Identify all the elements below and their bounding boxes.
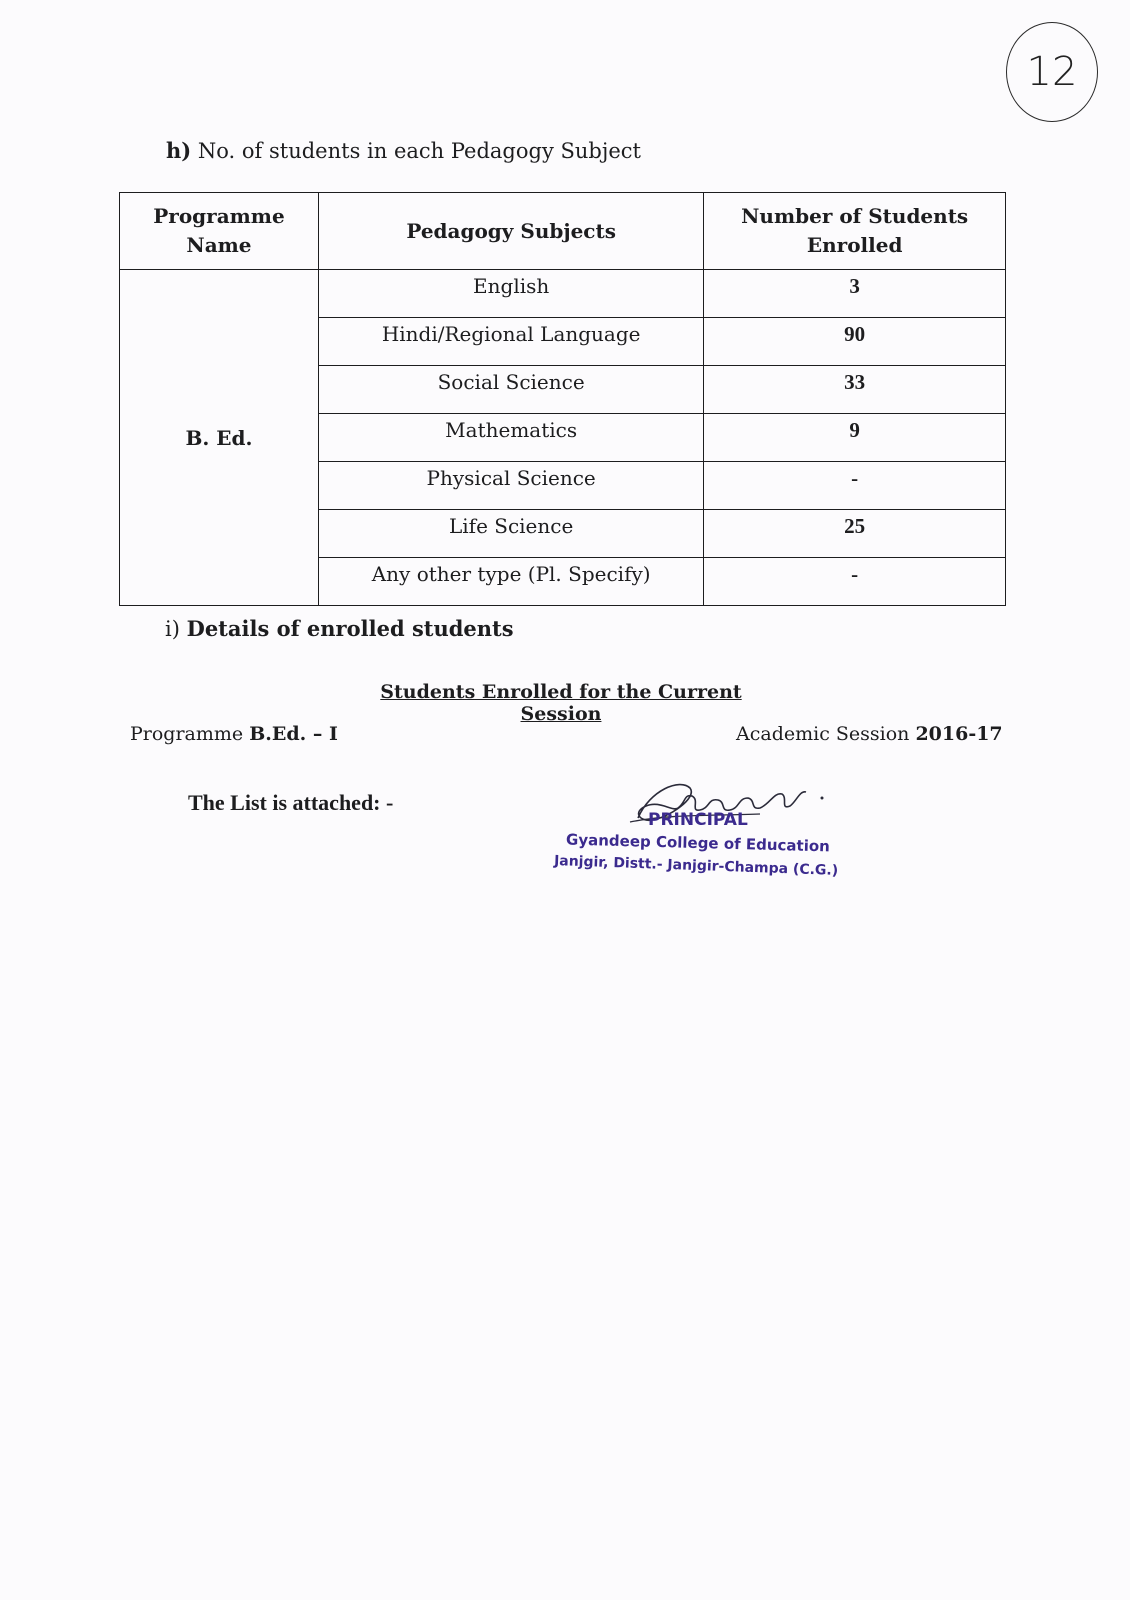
subject-cell: Hindi/Regional Language (318, 318, 703, 366)
subject-cell: Social Science (318, 366, 703, 414)
session-value: 2016-17 (915, 723, 1003, 745)
enrolled-section-title: Students Enrolled for the Current Session (380, 681, 742, 725)
programme-name-cell: B. Ed. (120, 270, 319, 606)
section-i-text: Details of enrolled students (186, 616, 514, 641)
table-row (120, 270, 1006, 318)
section-i-heading (165, 616, 514, 641)
programme-line (130, 723, 338, 745)
programme-label: Programme (130, 723, 244, 745)
subject-cell: English (318, 270, 703, 318)
section-h-text: No. of students in each Pedagogy Subject (197, 139, 641, 163)
subject-cell: Physical Science (318, 462, 703, 510)
academic-session-line (736, 723, 1003, 745)
header-pedagogy-subjects: Pedagogy Subjects (318, 193, 703, 270)
students-cell: 33 (704, 366, 1006, 414)
header-programme-name: Programme Name (120, 193, 319, 270)
stamp-college: Gyandeep College of Education (565, 830, 831, 856)
table-header-row (120, 193, 1006, 270)
section-i-marker: i) (165, 617, 180, 641)
students-cell: - (704, 462, 1006, 510)
subject-cell: Life Science (318, 510, 703, 558)
pedagogy-table (119, 192, 1006, 606)
header-students-enrolled: Number of Students Enrolled (704, 193, 1006, 270)
students-cell: - (704, 558, 1006, 606)
principal-stamp (553, 770, 890, 910)
students-cell: 9 (704, 414, 1006, 462)
list-attached-note: The List is attached: - (188, 790, 394, 815)
section-h-heading (166, 138, 641, 163)
stamp-title: PRINCIPAL (648, 810, 748, 830)
programme-value: B.Ed. – I (249, 723, 338, 745)
subject-cell: Any other type (Pl. Specify) (318, 558, 703, 606)
subject-cell: Mathematics (318, 414, 703, 462)
page-number: 12 (1006, 22, 1098, 122)
stamp-address: Janjgir, Distt.- Janjgir-Champa (C.G.) (553, 853, 839, 879)
session-label: Academic Session (736, 723, 910, 745)
section-h-marker: h) (166, 138, 192, 163)
students-cell: 25 (704, 510, 1006, 558)
students-cell: 90 (704, 318, 1006, 366)
students-cell: 3 (704, 270, 1006, 318)
